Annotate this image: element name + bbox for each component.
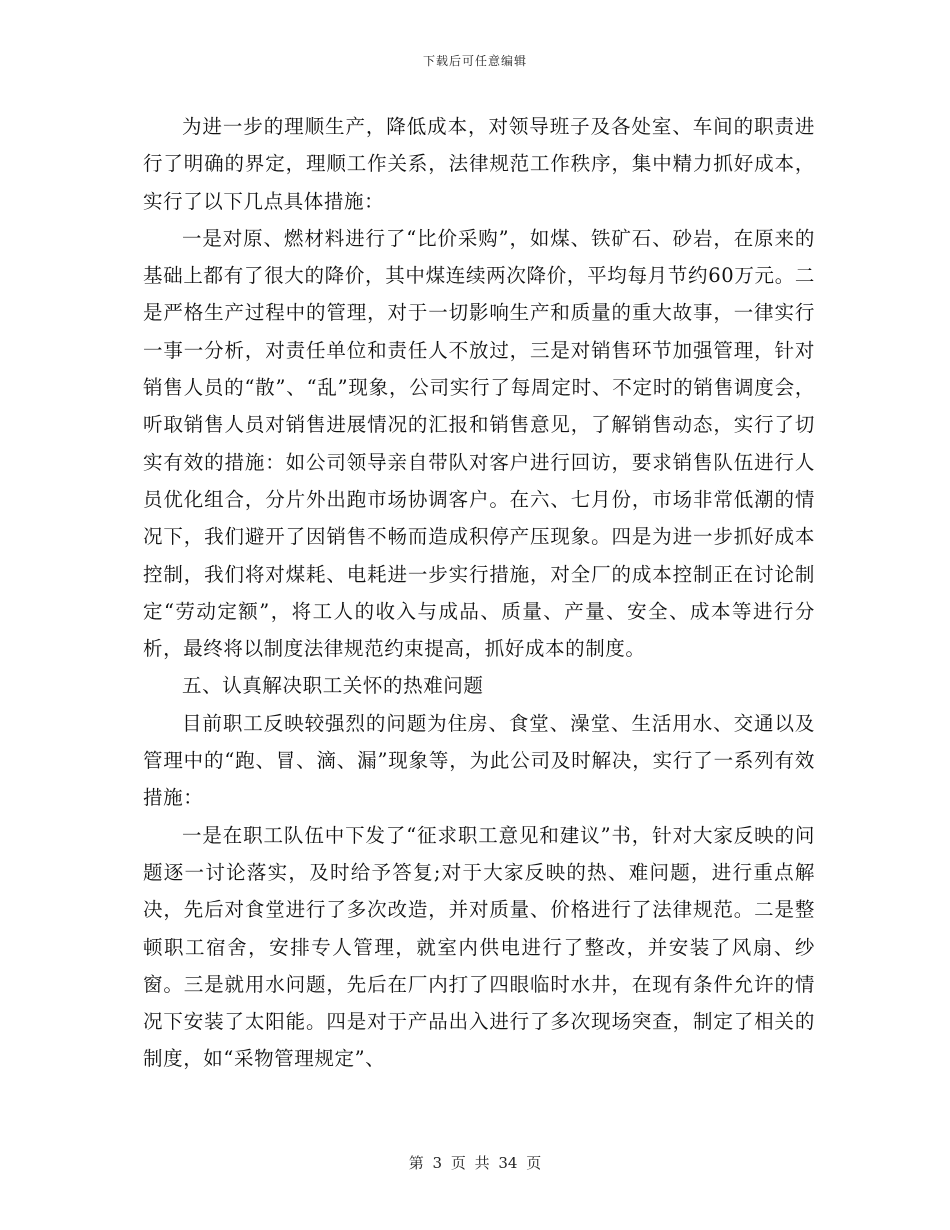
document-body	[143, 108, 815, 1078]
paragraph-cost-measures: 一是对原、燃材料进行了“比价采购”，如煤、铁矿石、砂岩，在原来的基础上都有了很大的降价，其中煤连续两次降价，平均每月节约60万元。二是严格生产过程中的管理，对于一切影响生产和质量的重大故事，一律实行一事一分析，对责任单位和责任人不放过，三是对销售环节加强管理，针对销售人员的“散”、“乱”现象，公司实行了每周定时、不定时的销售调度会，听取销售人员对销售进展情况的汇报和销售意见，了解销售动态，实行了切实有效的措施：如公司领导亲自带队对客户进行回访，要求销售队伍进行人员优化组合，分片外出跑市场协调客户。在六、七月份，市场非常低潮的情况下，我们避开了因销售不畅而造成积停产压现象。四是为进一步抓好成本控制，我们将对煤耗、电耗进一步实行措施，对全厂的成本控制正在讨论制定“劳动定额”，将工人的收入与成品、质量、产量、安全、成本等进行分析，最终将以制度法律规范约束提高，抓好成本的制度。	[143, 226, 815, 661]
paragraph-staff-issues: 目前职工反映较强烈的问题为住房、食堂、澡堂、生活用水、交通以及管理中的“跑、冒、滴、漏”现象等，为此公司及时解决，实行了一系列有效措施：	[143, 711, 815, 810]
page-number-footer: 第 3 页 共 34 页	[408, 1154, 542, 1172]
page-header-note: 下载后可任意编辑	[422, 54, 527, 68]
paragraph-cost-intro: 为进一步的理顺生产，降低成本，对领导班子及各处室、车间的职责进行了明确的界定，理顺工作关系，法律规范工作秩序，集中精力抓好成本，实行了以下几点具体措施：	[143, 115, 815, 213]
paragraph-staff-measures: 一是在职工队伍中下发了“征求职工意见和建议”书，针对大家反映的问题逐一讨论落实，及时给予答复;对于大家反映的热、难问题，进行重点解决，先后对食堂进行了多次改造，并对质量、价格进行了法律规范。二是整顿职工宿舍，安排专人管理，就室内供电进行了整改，并安装了风扇、纱窗。三是就用水问题，先后在厂内打了四眼临时水井，在现有条件允许的情况下安装了太阳能。四是对于产品出入进行了多次现场突查，制定了相关的制度，如“采物管理规定”、	[143, 823, 815, 1071]
section-heading-staff-concerns: 五、认真解决职工关怀的热难问题	[182, 674, 484, 698]
